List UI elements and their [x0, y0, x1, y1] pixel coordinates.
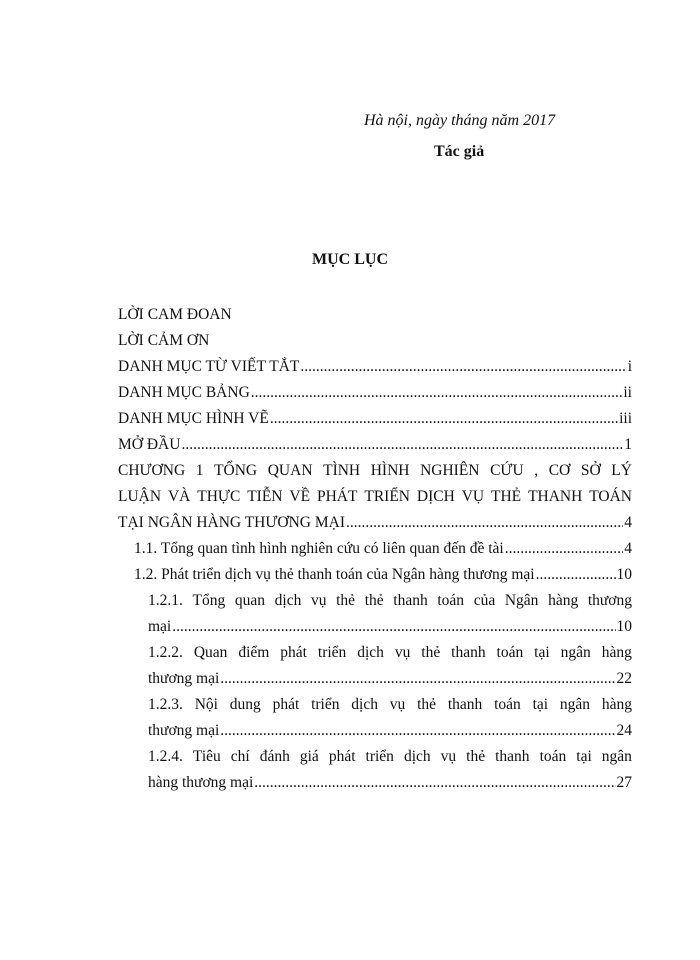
toc-entry-page: 10	[616, 566, 632, 583]
word: triển	[365, 748, 394, 765]
word: của	[473, 592, 496, 609]
toc-entry-page: 4	[624, 540, 632, 557]
word: phát	[272, 696, 300, 713]
word: 1.2.4.	[148, 748, 183, 765]
word: 1.2.3.	[148, 696, 183, 713]
word: TÌNH	[323, 462, 361, 479]
toc-entry-label: thương mại	[148, 722, 220, 739]
toc-sub-1-2-4-line2	[118, 770, 632, 796]
word: thương	[587, 592, 632, 609]
word: thanh	[447, 696, 483, 713]
word: triển	[317, 644, 347, 661]
word: CỨU	[490, 462, 524, 479]
toc-entry-page: i	[627, 358, 632, 375]
word: SỞ	[580, 462, 601, 479]
toc-entry-label: DANH MỤC TỪ VIẾT TẮT	[118, 358, 300, 375]
dot-leader	[270, 406, 618, 432]
toc-title: MỤC LỤC	[312, 251, 388, 268]
word: Nội	[194, 696, 218, 713]
word: VỤ	[461, 488, 485, 505]
toc-entry-label: DANH MỤC BẢNG	[118, 384, 250, 401]
word: VỀ	[289, 488, 311, 505]
toc-chapter1-line3	[118, 510, 632, 536]
word: thẻ	[466, 748, 486, 765]
dot-leader	[172, 614, 615, 640]
toc-entry-label: 1.2. Phát triển dịch vụ thẻ thanh toán của Ngân hàng thương mại	[134, 566, 535, 583]
word: thẻ	[364, 592, 384, 609]
word: thanh	[451, 644, 486, 661]
word: DỊCH	[416, 488, 455, 505]
word: QUAN	[267, 462, 313, 479]
word: hàng	[548, 592, 579, 609]
toc-entry-label: DANH MỤC HÌNH VẼ	[118, 410, 269, 427]
author-label: Tác giả	[434, 143, 485, 160]
toc-sub-1-2-2-line2	[118, 666, 632, 692]
word: 1.2.2.	[148, 644, 183, 661]
word: HÌNH	[370, 462, 410, 479]
toc-entry-label: TẠI NGÂN HÀNG THƯƠNG MẠI	[118, 514, 345, 531]
word: chí	[230, 748, 250, 765]
dot-leader	[346, 510, 623, 536]
word: Tiêu	[192, 748, 221, 765]
word: 1.2.1.	[148, 592, 183, 609]
word: TỔNG	[214, 462, 258, 479]
toc-entry-page: ii	[623, 384, 632, 401]
dot-leader	[181, 432, 623, 458]
toc-entry-introduction	[118, 432, 632, 458]
dot-leader	[505, 536, 624, 562]
toc-entry-label: hàng thương mại	[148, 774, 254, 791]
toc-entry-label: thương mại	[148, 670, 220, 687]
toc-entry-loi-cam-doan: LỜI CAM ĐOAN	[118, 306, 232, 323]
word: đánh	[259, 748, 290, 765]
word: NGHIÊN	[420, 462, 480, 479]
word: vụ	[440, 748, 457, 765]
word: VÀ	[167, 488, 191, 505]
toc-entry-page: 27	[616, 774, 632, 791]
word: CƠ	[548, 462, 571, 479]
toc-chapter1-line1	[118, 458, 632, 484]
word: 1	[195, 462, 204, 479]
dot-leader	[251, 380, 623, 406]
toc-entry-label: 1.1. Tổng quan tình hình nghiên cứu có liên quan đến đề tài	[134, 540, 504, 557]
word: tại	[534, 644, 550, 661]
word: Quan	[193, 644, 228, 661]
word: tại	[576, 748, 592, 765]
toc-sub-1-2-1-line1	[118, 588, 632, 614]
toc-entry-abbreviations	[118, 354, 632, 380]
word: dịch	[351, 696, 378, 713]
word: thẻ	[417, 696, 437, 713]
word: toán	[494, 696, 521, 713]
word: Tổng	[192, 592, 226, 609]
dot-leader	[536, 562, 616, 588]
toc-entry-page: 1	[624, 436, 632, 453]
toc-entry-label: mại	[148, 618, 172, 635]
word: dịch	[274, 592, 302, 609]
word: LÝ	[611, 462, 632, 479]
toc-sub-1-2-3-line1	[118, 692, 632, 718]
word: dịch	[357, 644, 384, 661]
word: THANH	[528, 488, 583, 505]
word: ngân	[601, 748, 632, 765]
word: thanh	[495, 748, 530, 765]
word: toán	[496, 644, 524, 661]
word: vụ	[389, 696, 406, 713]
word: Ngân	[504, 592, 539, 609]
toc-entry-page: 24	[616, 722, 632, 739]
toc-sub-1-2-4-line1	[118, 744, 632, 770]
toc-sub-1-2-2-line1	[118, 640, 632, 666]
word: TOÁN	[589, 488, 632, 505]
word: CHƯƠNG	[118, 462, 186, 479]
word: phát	[328, 748, 356, 765]
word: THỰC	[197, 488, 241, 505]
word: quan	[234, 592, 266, 609]
dot-leader	[220, 718, 615, 744]
word: dịch	[403, 748, 431, 765]
toc-chapter1-line2	[118, 484, 632, 510]
toc-section-1-1	[118, 536, 632, 562]
word: giá	[299, 748, 319, 765]
word: vụ	[310, 592, 327, 609]
word: phát	[280, 644, 307, 661]
toc-sub-1-2-1-line2	[118, 614, 632, 640]
word: TIỄN	[247, 488, 283, 505]
word: thanh	[393, 592, 428, 609]
word: thẻ	[421, 644, 441, 661]
word: hàng	[601, 696, 632, 713]
toc-entry-tables	[118, 380, 632, 406]
word: ngân	[560, 644, 591, 661]
word: ngân	[559, 696, 591, 713]
dot-leader	[300, 354, 626, 380]
dot-leader	[220, 666, 615, 692]
date-line: Hà nội, ngày tháng năm 2017	[364, 112, 556, 129]
word: ,	[534, 462, 539, 479]
word: toán	[437, 592, 465, 609]
toc-entry-page: 4	[624, 514, 632, 531]
word: tại	[532, 696, 549, 713]
toc-entry-page: 22	[616, 670, 632, 687]
dot-leader	[254, 770, 615, 796]
word: LUẬN	[118, 488, 162, 505]
word: TRIỂN	[364, 488, 411, 505]
toc-section-1-2	[118, 562, 632, 588]
word: THẺ	[491, 488, 522, 505]
word: PHÁT	[316, 488, 358, 505]
word: điểm	[238, 644, 270, 661]
toc-entry-label: MỞ ĐẦU	[118, 436, 181, 453]
word: vụ	[394, 644, 411, 661]
word: thẻ	[336, 592, 356, 609]
word: dung	[229, 696, 261, 713]
toc-entry-figures	[118, 406, 632, 432]
word: toán	[539, 748, 567, 765]
table-of-contents	[118, 302, 632, 796]
toc-entry-loi-cam-on: LỜI CẢM ƠN	[118, 332, 210, 349]
toc-entry-page: 10	[616, 618, 632, 635]
toc-entry-page: iii	[619, 410, 632, 427]
word: hàng	[601, 644, 632, 661]
toc-sub-1-2-3-line2	[118, 718, 632, 744]
word: triển	[311, 696, 340, 713]
